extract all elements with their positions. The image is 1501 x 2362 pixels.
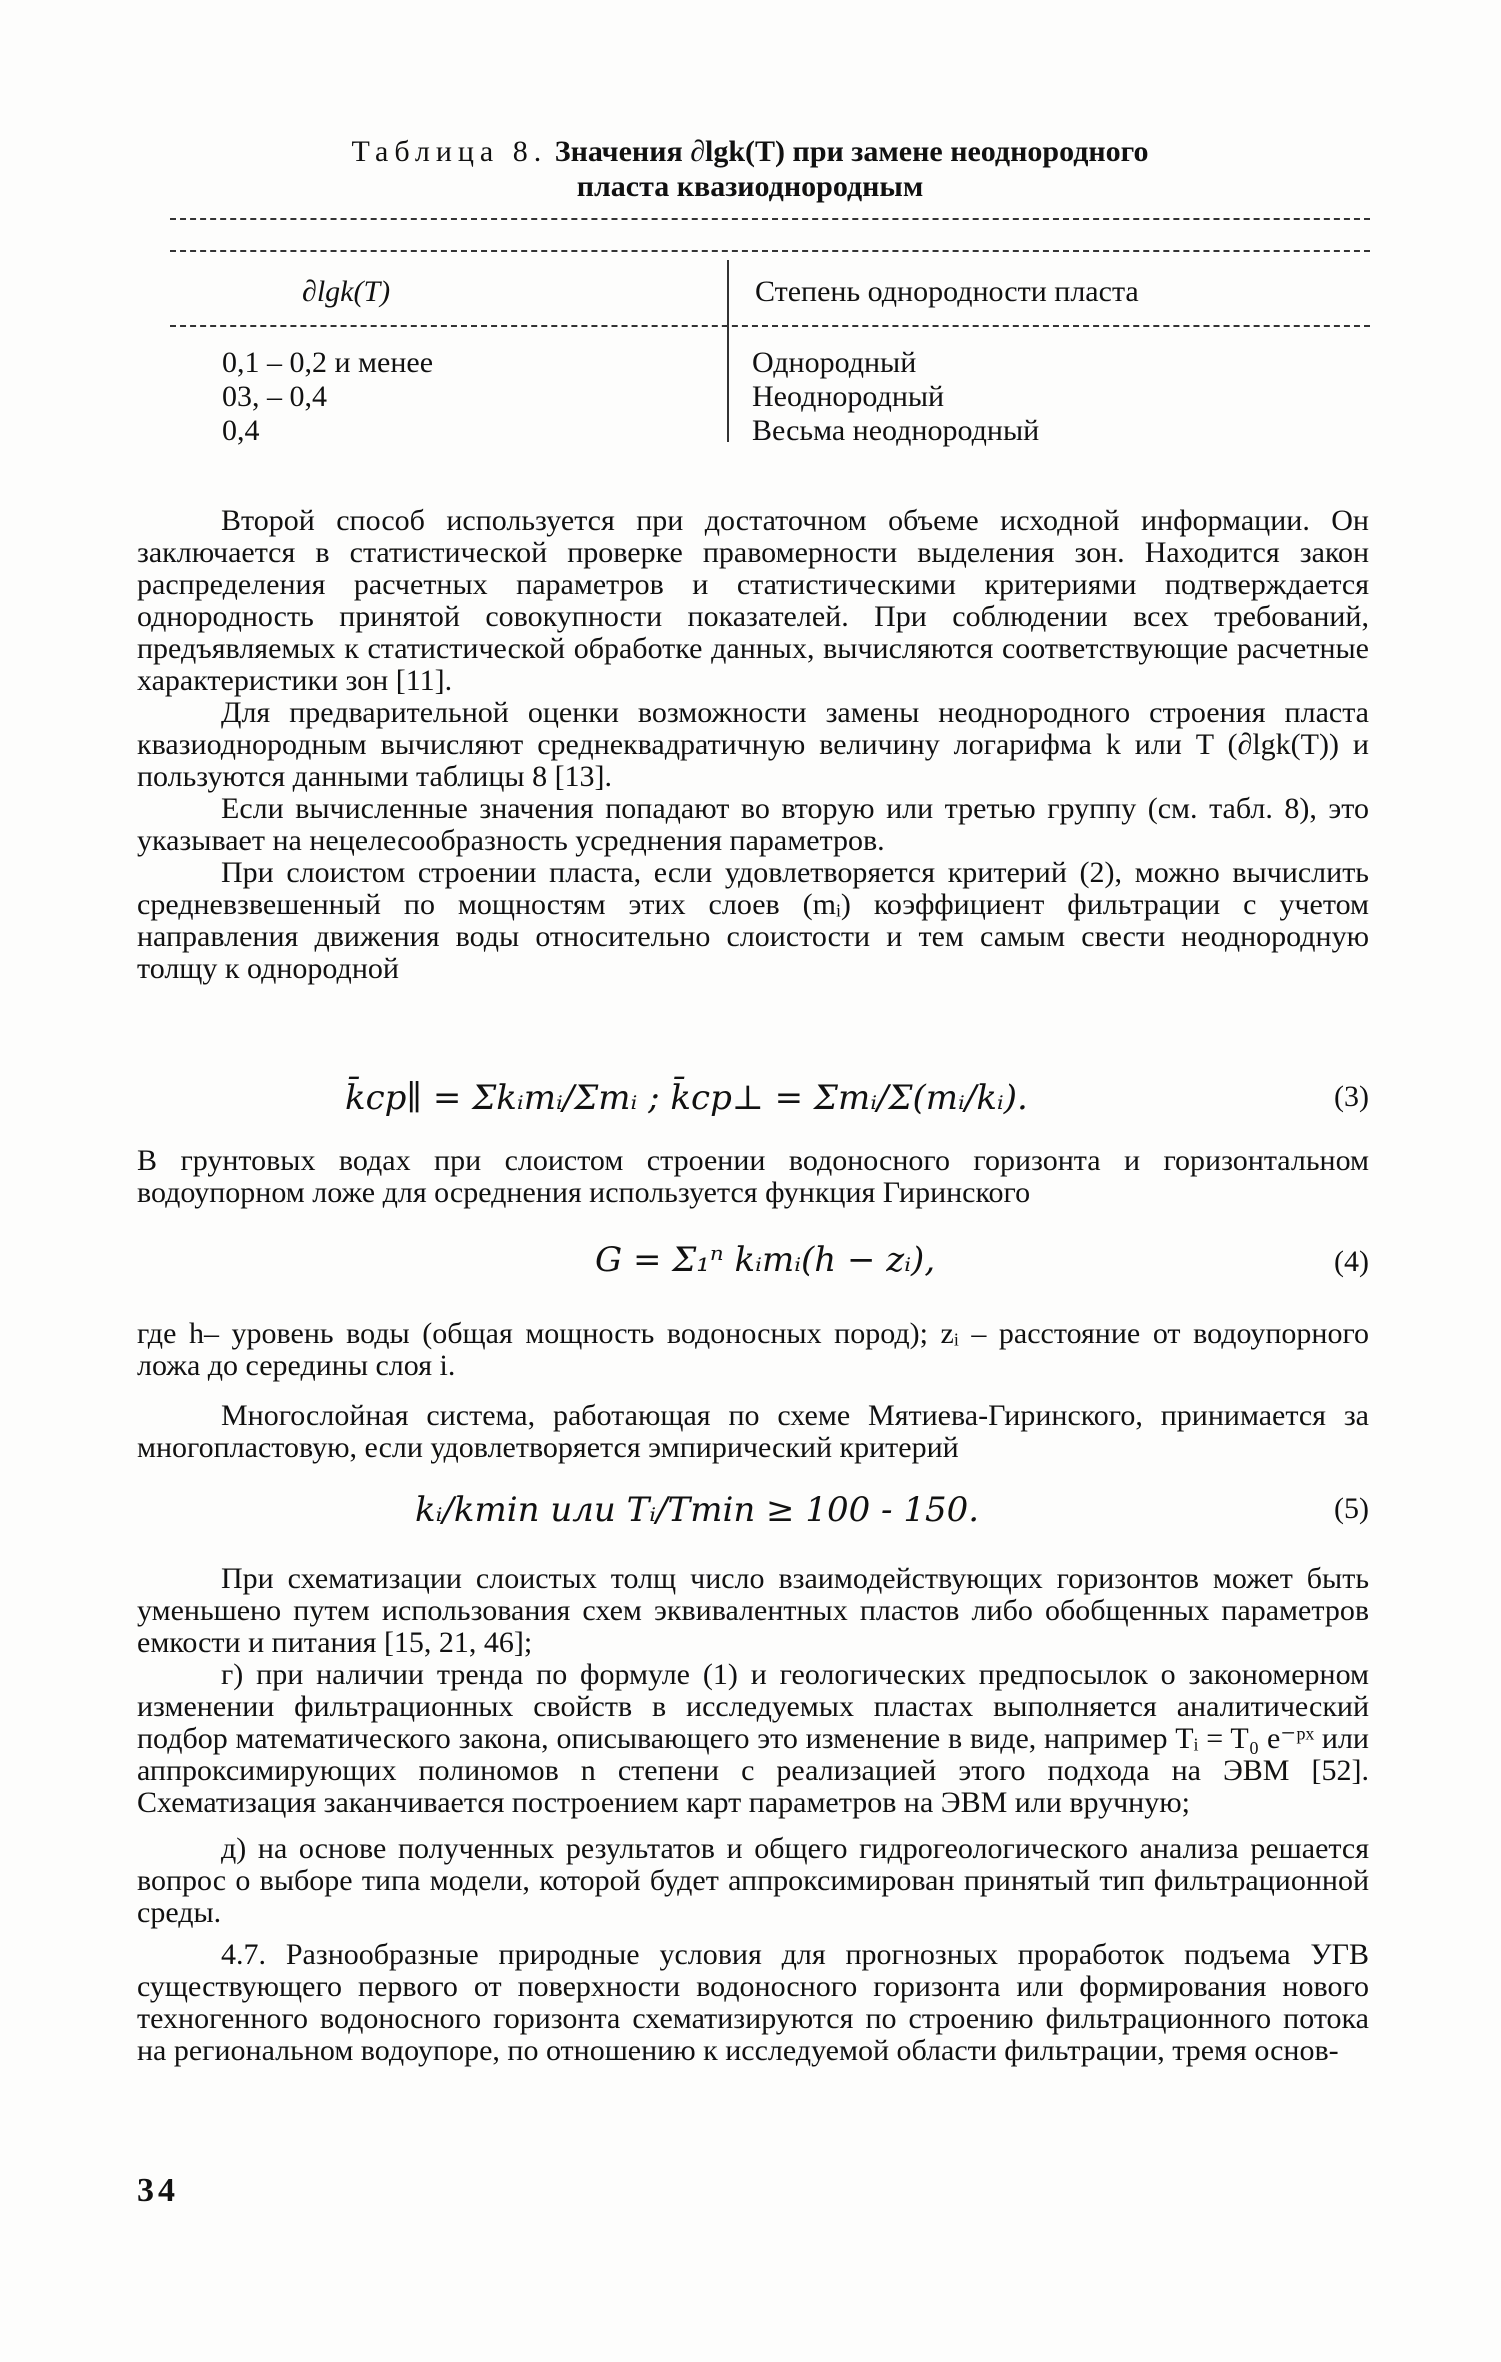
table-caption-line1 [180, 135, 1320, 169]
table-column-divider [727, 260, 729, 442]
text-block-1 [137, 505, 1369, 985]
paragraph: 4.7. Разнообразные природные условия для прогнозных проработок подъема УГВ существующего первого от поверхности водоносного горизонта или формирования нового техногенного водоносного горизонта схематизируются по строению фильтрационного потока на региональном водоупоре, по отношению к исследуемой области фильтрации, тремя основ- [137, 1938, 1369, 2067]
table-cell-degree-3: Весьма неоднородный [752, 414, 1040, 447]
paragraph: Для предварительной оценки возможности замены неоднородного строения пласта квазиоднородным вычисляют среднеквадратичную величину логарифма k или T (∂lgk(T)) и пользуются данными таблицы 8 [13]. [137, 696, 1369, 793]
table-caption-text-2: пласта квазиоднородным [576, 170, 924, 203]
paragraph: Если вычисленные значения попадают во вторую или третью группу (см. табл. 8), это указывает на нецелесообразность усреднения параметров. [137, 792, 1369, 857]
formula-5: kᵢ/kmin или Tᵢ/Tmin ≥ 100 - 150. [415, 1490, 980, 1530]
table-cell-range-2: 03, – 0,4 [222, 380, 327, 413]
table-cell-degree-2: Неоднородный [752, 380, 945, 413]
paragraph: Второй способ используется при достаточном объеме исходной информации. Он заключается в статистической проверке правомерности выделения зон. Находится закон распределения расчетных параметров и статистическими критериями подтверждается однородность принятой совокупности показателей. При соблюдении всех требований, предъявляемых к статистической обработке данных, вычисляются соответствующие расчетные характеристики зон [11]. [137, 504, 1369, 697]
table-caption-text: Значения ∂lgk(T) при замене неоднородного [554, 135, 1149, 168]
formula-4: G = Σ₁ⁿ kᵢmᵢ(h − zᵢ), [595, 1240, 936, 1280]
table-header-degree: Степень однородности пласта [755, 275, 1139, 308]
paragraph: г) при наличии тренда по формуле (1) и геологических предпосылок о закономерном изменении фильтрационных свойств в исследуемых пластах выполняется аналитический подбор математического закона, описывающего это изменение в виде, например Tᵢ = T₀ e⁻ᵖˣ или аппроксимирующих полиномов n степени с реализацией этого подхода на ЭВМ [52]. Схематизация заканчивается построением карт параметров на ЭВМ или вручную; [137, 1658, 1369, 1819]
paragraph: где h– уровень воды (общая мощность водоносных пород); zᵢ – расстояние от водоупорного ложа до середины слоя i. [137, 1317, 1369, 1382]
paragraph: В грунтовых водах при слоистом строении водоносного горизонта и горизонтальном водоупорном ложе для осреднения используется функция Гиринского [137, 1144, 1369, 1209]
table-caption-line2 [180, 170, 1320, 204]
table-label: Таблица 8. [351, 135, 548, 168]
table-cell-range-1: 0,1 – 0,2 и менее [222, 346, 434, 379]
equation-number-5: (5) [1334, 1492, 1369, 1525]
text-block-3 [137, 1318, 1369, 1464]
table-cell-degree-1: Однородный [752, 346, 917, 379]
table-rule-top [170, 218, 1370, 220]
text-block-2 [137, 1145, 1369, 1209]
table-rule-header [170, 325, 1370, 327]
paragraph: При слоистом строении пласта, если удовлетворяется критерий (2), можно вычислить средневзвешенный по мощностям этих слоев (mᵢ) коэффициент фильтрации с учетом направления движения воды относительно слоистости и тем самым свести неоднородную толщу к однородной [137, 856, 1369, 985]
page-number: 34 [137, 2172, 179, 2209]
table-cell-range-3: 0,4 [222, 414, 260, 447]
paragraph: При схематизации слоистых толщ число взаимодействующих горизонтов может быть уменьшено путем использования схем эквивалентных пластов либо обобщенных параметров емкости и питания [15, 21, 46]; [137, 1562, 1369, 1659]
table-rule-top-2 [170, 250, 1370, 252]
formula-3: k̄ср∥ = Σkᵢmᵢ/Σmᵢ ; k̄ср⊥ = Σmᵢ/Σ(mᵢ/kᵢ). [345, 1078, 1028, 1118]
text-block-4 [137, 1563, 1369, 2067]
paragraph: д) на основе полученных результатов и общего гидрогеологического анализа решается вопрос о выборе типа модели, которой будет аппроксимирован принятый тип фильтрационной среды. [137, 1832, 1369, 1929]
table-header-sigma: ∂lgk(T) [302, 275, 391, 308]
equation-number-4: (4) [1334, 1245, 1369, 1278]
paragraph: Многослойная система, работающая по схеме Мятиева-Гиринского, принимается за многопластовую, если удовлетворяется эмпирический критерий [137, 1399, 1369, 1464]
equation-number-3: (3) [1334, 1080, 1369, 1113]
